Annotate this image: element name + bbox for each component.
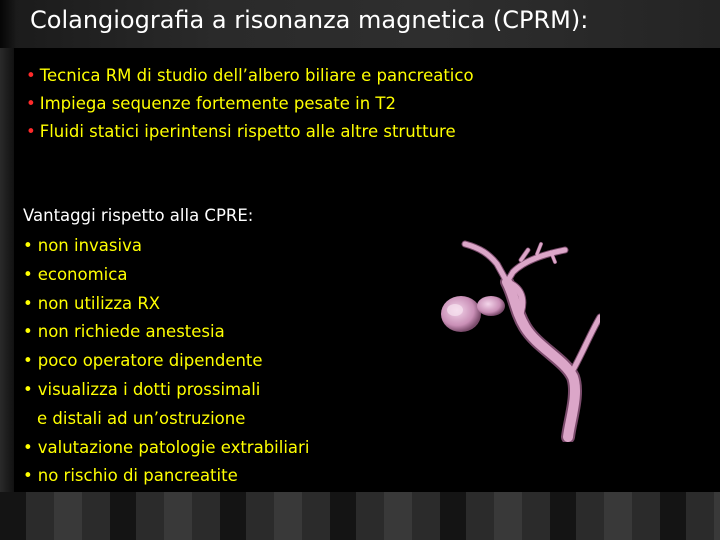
list-item (26, 118, 474, 146)
bullet-text: non invasiva (37, 236, 142, 255)
bullet-text: Tecnica RM di studio dell’albero biliare e pancreatico (39, 66, 474, 85)
bullet-text: non utilizza RX (37, 293, 161, 313)
list-item-continuation (23, 405, 309, 434)
bullet-mark: • (23, 293, 33, 313)
bullet-text: poco operatore dipendente (37, 351, 263, 371)
bullet-text: Impiega sequenze fortemente pesate in T2 (39, 94, 396, 113)
bullet-text: visualizza i dotti prossimali (37, 379, 261, 399)
bullet-mark: • (26, 94, 36, 113)
list-item (26, 62, 474, 90)
list-item (23, 434, 309, 463)
left-decorative-strip (0, 48, 14, 492)
list-item (26, 90, 474, 118)
advantages-heading: Vantaggi rispetto alla CPRE: (23, 206, 254, 225)
slide-title: Colangiografia a risonanza magnetica (CPRM): (30, 6, 589, 34)
bullet-text: valutazione patologie extrabiliari (37, 437, 310, 457)
bullet-mark: • (26, 66, 36, 85)
title-bar (0, 0, 720, 48)
bullet-text: non richiede anestesia (37, 322, 225, 342)
bottom-decorative-bar (0, 492, 720, 540)
mrcp-biliary-tree-image (425, 232, 600, 442)
bullet-mark: • (23, 437, 33, 457)
list-item (23, 318, 309, 347)
bullet-mark: • (23, 322, 33, 342)
list-item (23, 261, 309, 290)
bullet-mark: • (23, 264, 33, 284)
bullet-text: Fluidi statici iperintensi rispetto alle altre strutture (39, 122, 456, 141)
bullet-mark: • (23, 379, 33, 399)
list-item (23, 347, 309, 376)
advantages-list (23, 232, 309, 491)
bullet-mark: • (26, 122, 36, 141)
bullet-mark: • (23, 351, 33, 371)
bullet-mark: • (23, 466, 33, 486)
list-item (23, 462, 309, 491)
bullet-text: e distali ad un’ostruzione (37, 408, 246, 428)
bullet-mark: • (23, 236, 33, 255)
bullet-text: no rischio di pancreatite (37, 466, 238, 486)
bullet-text: economica (37, 264, 128, 284)
technique-bullet-list (26, 62, 474, 146)
list-item (23, 376, 309, 405)
list-item (23, 290, 309, 319)
list-item (23, 232, 309, 261)
